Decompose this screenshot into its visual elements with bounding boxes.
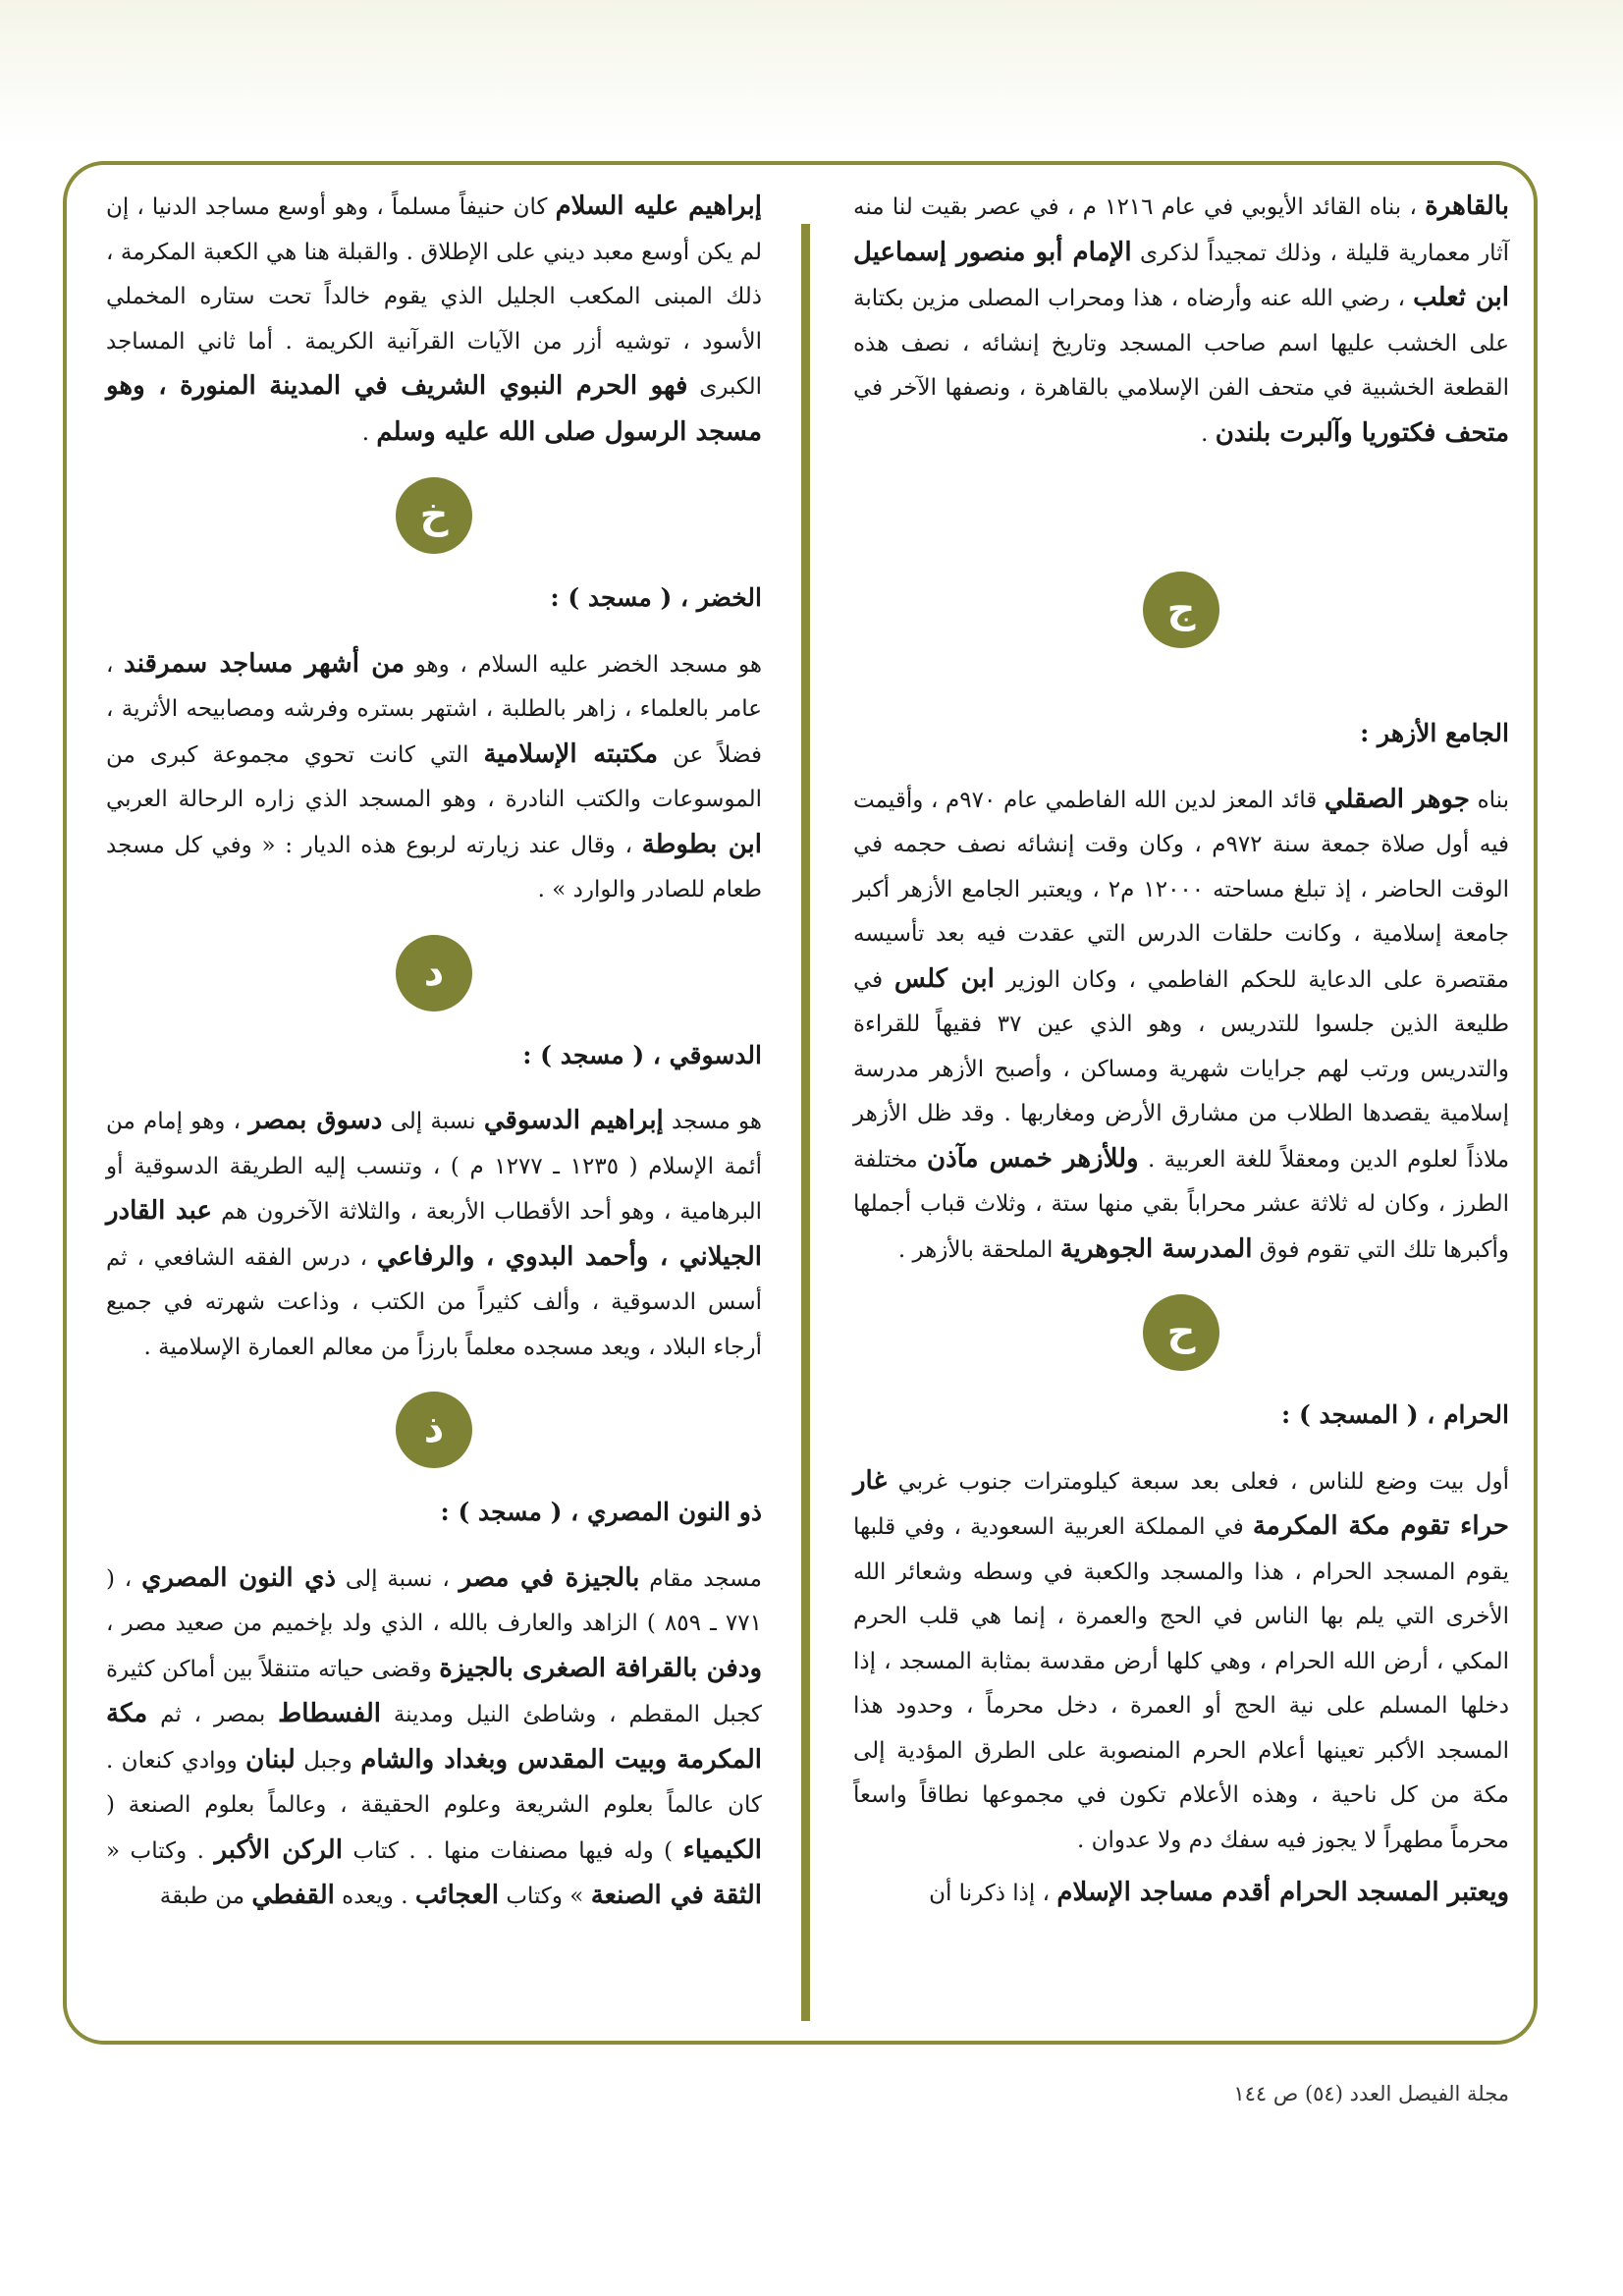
text-run: التي كانت تحوي مجموعة كبرى من الموسوعات والكتب النادرة ، وهو المسجد الذي زاره الرحالة العربي — [106, 741, 762, 812]
text-run: هو مسجد — [663, 1109, 763, 1134]
text-run: وقضى حياته متنقلاً بين أماكن كثيرة كجبل المقطم ، وشاطئ النيل ومدينة — [106, 1656, 762, 1727]
text-run: ، عامر بالعلماء ، زاهر بالطلبة ، اشتهر بستره وفرشه ومصابيحه الأثرية ، فضلاً عن — [106, 651, 762, 768]
text-run: » وكتاب — [499, 1884, 591, 1909]
bold-text-run: ابن بطوطة — [641, 829, 762, 859]
section-letter-badge: ج — [1143, 572, 1219, 648]
text-run: ، نسبة إلى — [336, 1565, 460, 1592]
bold-text-run: بالقاهرة — [1425, 191, 1509, 221]
text-run: ، إذا ذكرنا أن — [929, 1881, 1057, 1906]
text-run: أول بيت وضع للناس ، فعلى بعد سبعة كيلومترات جنوب غربي — [887, 1468, 1509, 1495]
text-run: ، وقال عند زيارته لربوع هذه الديار : « وفي كل مسجد طعام للصادر والوارد » . — [106, 832, 762, 902]
bold-text-run: ابن كلس — [893, 963, 995, 994]
bold-text-run: الكيمياء — [682, 1834, 762, 1865]
paragraph — [106, 642, 762, 913]
section-letter-badge: خ — [396, 477, 472, 554]
bold-text-run: الفسطاط — [278, 1699, 381, 1728]
bold-text-run: ودفن بالقرافة الصغرى بالجيزة — [439, 1653, 762, 1683]
paragraph — [853, 1871, 1509, 1917]
text-run: وجبل — [295, 1747, 361, 1774]
text-run: مختلفة الطرز ، وكان له ثلاثة عشر محراباً بقي منها ستة ، وثلاث قباب أجملها وأكبرها تلك التي تقوم فوق — [853, 1146, 1509, 1263]
bold-text-run: إبراهيم عليه السلام — [555, 191, 762, 221]
bold-text-run: دسوق بمصر — [248, 1106, 383, 1135]
section-heading: الحرام ، ( المسجد ) : — [1281, 1400, 1509, 1429]
bold-text-run: العجائب — [414, 1881, 500, 1910]
section-letter-badge: ح — [1143, 1294, 1219, 1371]
text-run: . — [1201, 420, 1216, 447]
bold-text-run: جوهر الصقلي — [1324, 784, 1470, 814]
page-footer: مجلة الفيصل العدد (٥٤) ص ١٤٤ — [1233, 2082, 1509, 2105]
paragraph — [853, 185, 1509, 457]
section-letter-badge: د — [396, 935, 472, 1011]
text-run: ووادي كنعان . كان عالماً بعلوم الشريعة وعلوم الحقيقة ، وعالماً بعلوم الصنعة ( — [106, 1747, 762, 1818]
text-run: في المملكة العربية السعودية ، وفي قلبها يقوم المسجد الحرام ، هذا والمسجد والكعبة في وسطه وشعائر الله الأخرى التي يلم بها الناس في الحج والعمرة ، إنما هي قلب الحرم المكي ، أرض الله الحرام ، وهي كلها أرض مقدسة بمثابة المسجد ، إذا دخلها المسلم على نية الحج أو العمرة ، دخل محرماً ، وحدود هذا المسجد الأكبر تعينها أعلام الحرم المنصوبة على الطرق المؤدية إلى مكة من كل ناحية ، وهذه الأعلام تكون في مجموعها نطاقاً واسعاً محرماً مطهراً لا يجوز فيه سفك دم ولا عدوان . — [853, 1514, 1509, 1853]
bold-text-run: عبد القادر الجيلاني ، وأحمد البدوي ، والرفاعي — [106, 1196, 762, 1272]
text-run: ، وهو إمام من أئمة الإسلام ( ١٢٣٥ ـ ١٢٧٧ م ) ، وتنسب إليه الطريقة الدسوقية أو البرهامية ، وهو أحد الأقطاب الأربعة ، والثلاثة الآخرون هم — [106, 1109, 763, 1225]
text-run: قائد المعز لدين الله الفاطمي عام ٩٧٠م ، وأقيمت فيه أول صلاة جمعة سنة ٩٧٢م ، وكان وقت إنشائه نصف حجمه في الوقت الحاضر ، إذ تبلغ مساحته ١٢٠٠٠ م٢ ، ويعتبر الجامع الأزهر أكبر جامعة إسلامية ، وكانت حلقات الدرس التي عقدت فيه بعد تأسيسه مقتصرة على الدعاية للحكم الفاطمي ، وكان الوزير — [853, 787, 1509, 993]
page-top-band — [0, 0, 1623, 147]
text-run: بمصر ، ثم — [147, 1702, 279, 1727]
bold-text-run: ذي النون المصري — [141, 1562, 337, 1593]
text-run: . ويعده — [334, 1884, 415, 1909]
paragraph — [853, 1459, 1509, 1864]
text-run: الملحقة بالأزهر . — [897, 1236, 1060, 1263]
bold-text-run: ويعتبر المسجد الحرام أقدم مساجد الإسلام — [1056, 1878, 1509, 1907]
bold-text-run: الإمام أبو منصور إسماعيل ابن ثعلب — [853, 237, 1509, 312]
text-run: من طبقة — [159, 1884, 252, 1909]
paragraph — [853, 778, 1509, 1274]
text-run: . وكتاب « — [106, 1837, 215, 1864]
bold-text-run: مكة المكرمة وبيت المقدس وبغداد والشام — [106, 1699, 762, 1775]
bold-text-run: القفطي — [251, 1881, 335, 1910]
paragraph — [106, 1099, 762, 1370]
right-column — [853, 185, 1509, 1917]
text-run: هو مسجد الخضر عليه السلام ، وهو — [405, 651, 763, 678]
text-run: كان حنيفاً مسلماً ، وهو أوسع مساجد الدنيا ، إن لم يكن أوسع معبد ديني على الإطلاق . والقبلة هنا هي الكعبة المكرمة ، ذلك المبنى المكعب الجليل الذي يقوم خالداً تحت ستاره المخملي الأسود ، توشيه أزر من الآيات القرآنية الكريمة . أما ثاني المساجد الكبرى — [106, 194, 762, 400]
text-run: ، ( ٧٧١ ـ ٨٥٩ ) الزاهد والعارف بالله ، الذي ولد بإخميم من صعيد مصر ، — [106, 1565, 762, 1636]
section-letter-badge: ذ — [396, 1392, 472, 1468]
bold-text-run: الثقة في الصنعة — [590, 1881, 762, 1910]
bold-text-run: لبنان — [245, 1744, 296, 1775]
bold-text-run: متحف فكتوريا وآلبرت بلندن — [1215, 417, 1509, 448]
bold-text-run: الركن الأكبر — [214, 1834, 343, 1865]
bold-text-run: غار حراء تقوم مكة المكرمة — [853, 1465, 1509, 1541]
section-heading: الجامع الأزهر : — [1360, 719, 1509, 747]
text-run: ، بناه القائد الأيوبي في عام ١٢١٦ م ، في عصر بقيت لنا منه آثار معمارية قليلة ، وذلك تمجيداً لذكرى — [853, 194, 1509, 266]
bold-text-run: وللأزهر خمس مآذن — [927, 1143, 1139, 1174]
paragraph — [106, 185, 762, 456]
text-run: مسجد مقام — [639, 1565, 762, 1592]
bold-text-run: المدرسة الجوهرية — [1059, 1233, 1253, 1264]
section-heading: الدسوقي ، ( مسجد ) : — [522, 1040, 762, 1069]
bold-text-run: بالجيزة في مصر — [459, 1562, 640, 1593]
text-run: ) وله فيها مصنفات منها . . كتاب — [342, 1837, 683, 1864]
text-run: نسبة إلى — [382, 1109, 484, 1134]
bold-text-run: من أشهر مساجد سمرقند — [124, 648, 406, 679]
text-run: في طليعة الذين جلسوا للتدريس ، وهو الذي عين ٣٧ فقيهاً للقراءة والتدريس ورتب لهم جرايات شهرية ومساكن ، وأصبح الأزهر مدرسة إسلامية يقصدها الطلاب من مشارق الأرض ومغاربها . وقد ظل الأزهر ملاذاً لعلوم الدين ومعقلاً للغة العربية . — [853, 966, 1510, 1173]
bold-text-run: إبراهيم الدسوقي — [483, 1106, 664, 1135]
section-heading: الخضر ، ( مسجد ) : — [550, 583, 762, 612]
left-column — [106, 185, 762, 1920]
paragraph — [106, 1557, 762, 1920]
column-divider — [801, 224, 810, 2021]
text-run: ، رضي الله عنه وأرضاه ، هذا ومحراب المصلى مزين بكتابة على الخشب عليها اسم صاحب المسجد وتاريخ إنشائه ، نصف هذه القطعة الخشبية في متحف الفن الإسلامي بالقاهرة ، ونصفها الآخر في — [853, 286, 1509, 401]
text-run: . — [361, 419, 377, 446]
bold-text-run: فهو الحرم النبوي الشريف في المدينة المنورة ، وهو مسجد الرسول صلى الله عليه وسلم — [106, 371, 762, 447]
text-run: ، درس الفقه الشافعي ، ثم أسس الدسوقية ، وألف كثيراً من الكتب ، وذاعت شهرته في جميع أرجاء البلاد ، ويعد مسجده معلماً بارزاً من معالم العمارة الإسلامية . — [106, 1244, 762, 1360]
section-heading: ذو النون المصري ، ( مسجد ) : — [440, 1498, 762, 1526]
text-run: بناه — [1469, 787, 1509, 813]
bold-text-run: مكتبته الإسلامية — [483, 738, 659, 769]
